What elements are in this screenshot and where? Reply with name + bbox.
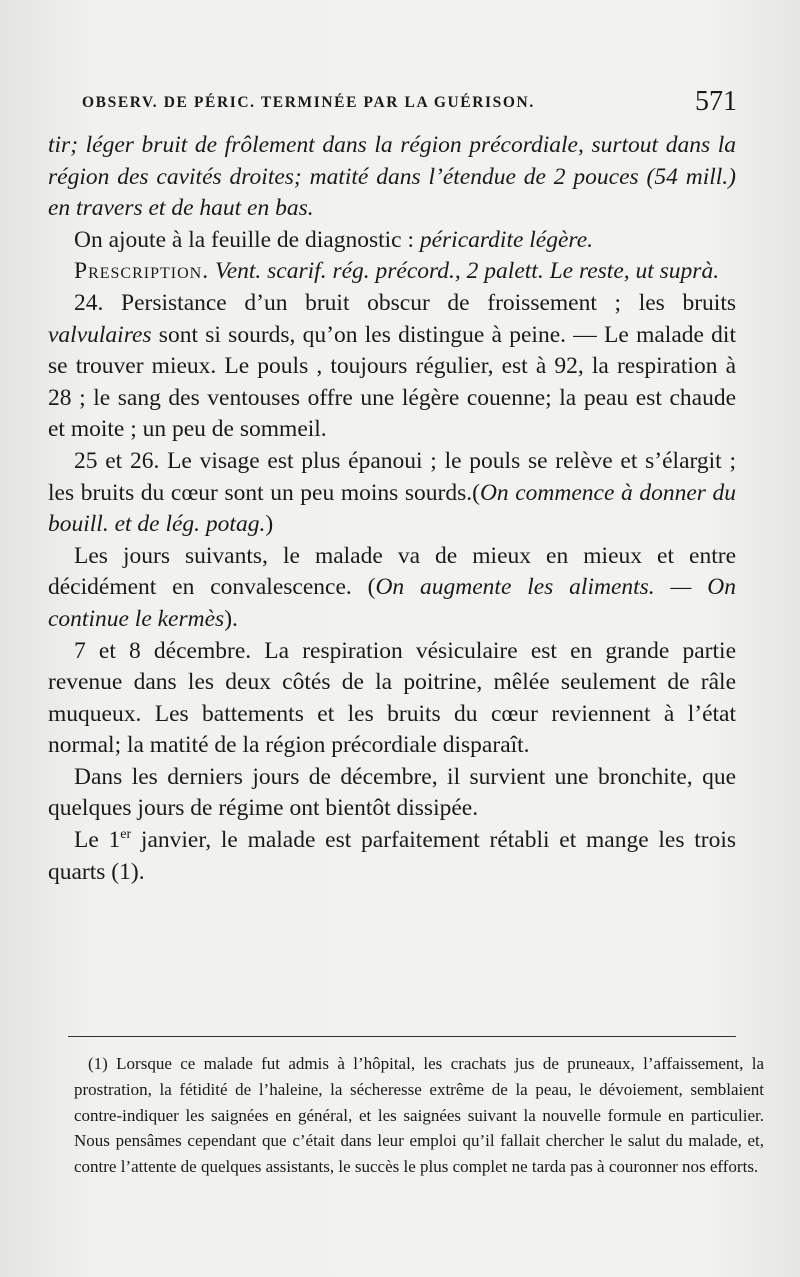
paragraph-prescription: [48, 256, 736, 288]
footnote-text: (1) Lorsque ce malade fut admis à l’hôpital, les crachats jus de pruneaux, l’affaissement, la prostration, la fétidité de l’haleine, la sécheresse extrême de la peau, le dévoiement, semblaient contre-indiquer les saignées en général, et les saignées suivant la nouvelle formule en particulier. Nous pensâmes cependant que c’était dans leur emploi qu’il fallait chercher le salut du malade, et, contre l’attente de quelques assistants, le succès le plus complet ne tarda pas à couronner nos efforts.: [74, 1054, 764, 1177]
paragraph-text: 25 et 26. Le visage est plus épanoui ; le pouls se relève et s’élargit ; les bruits du cœur sont un peu moins sourds.(: [48, 447, 736, 506]
paragraph-late-december: Dans les derniers jours de décembre, il survient une bronchite, que quelques jours de régime ont bientôt dissipée.: [48, 763, 736, 822]
footnote: [74, 1051, 764, 1180]
main-text: [48, 130, 736, 888]
paragraph-text: Le 1: [74, 827, 121, 854]
italic-text: On augmente les aliments. — On continue le kermès: [48, 574, 736, 632]
italic-text: Vent. scarif. rég. précord., 2 palett. Le reste, ut suprà.: [214, 258, 720, 285]
paragraph-following-days: [48, 541, 736, 636]
page-number: 571: [695, 86, 737, 117]
paragraph-text: 24. Persistance d’un bruit obscur de froissement ; les bruits: [74, 289, 736, 316]
paragraph-continuation: [48, 130, 736, 225]
italic-text: péricardite légère.: [419, 226, 593, 253]
superscript: er: [120, 827, 132, 843]
paragraph-text: sont si sourds, qu’on les distingue à peine. — Le malade dit se trouver mieux. Le pouls , toujours régulier, est à 92, la respiration à 28 ; le sang des ventouses offre une légère couenne; la peau est chaude et moite ; un peu de sommeil.: [48, 321, 736, 443]
prescription-label: Prescription.: [74, 258, 210, 285]
footnote-separator: [68, 1036, 736, 1037]
paragraph-text: ): [265, 511, 274, 538]
paragraph-text: janvier, le malade est parfaitement rétabli et mange les trois quarts (1).: [48, 827, 736, 885]
italic-text: tir; léger bruit de frôlement dans la région précordiale, surtout dans la région des cavités droites; matité dans l’étendue de 2 pouces (54 mill.) en travers et de haut en bas.: [48, 132, 736, 222]
paragraph-day-25-26: [48, 446, 736, 541]
paragraph-diagnostic: [48, 225, 736, 257]
paragraph-december-7-8: 7 et 8 décembre. La respiration vésiculaire est en grande partie revenue dans les deux côtés de la poitrine, mêlée seulement de râle muqueux. Les battements et les bruits du cœur reviennent à l’état normal; la matité de la région précordiale disparaît.: [48, 637, 736, 759]
paragraph-text: On ajoute à la feuille de diagnostic :: [74, 226, 420, 253]
paragraph-day-24: [48, 288, 736, 446]
italic-text: valvulaires: [48, 321, 152, 348]
paragraph-text: ).: [224, 605, 238, 632]
page-header: [82, 86, 737, 120]
paragraph-text: Les jours suivants, le malade va de mieux en mieux et entre décidément en convalescence. (: [48, 542, 736, 601]
paragraph-january-1: [48, 825, 736, 888]
italic-text: On commence à donner du bouill. et de lég. potag.: [48, 479, 736, 538]
running-head: OBSERV. DE PÉRIC. TERMINÉE PAR LA GUÉRISON.: [82, 94, 535, 111]
